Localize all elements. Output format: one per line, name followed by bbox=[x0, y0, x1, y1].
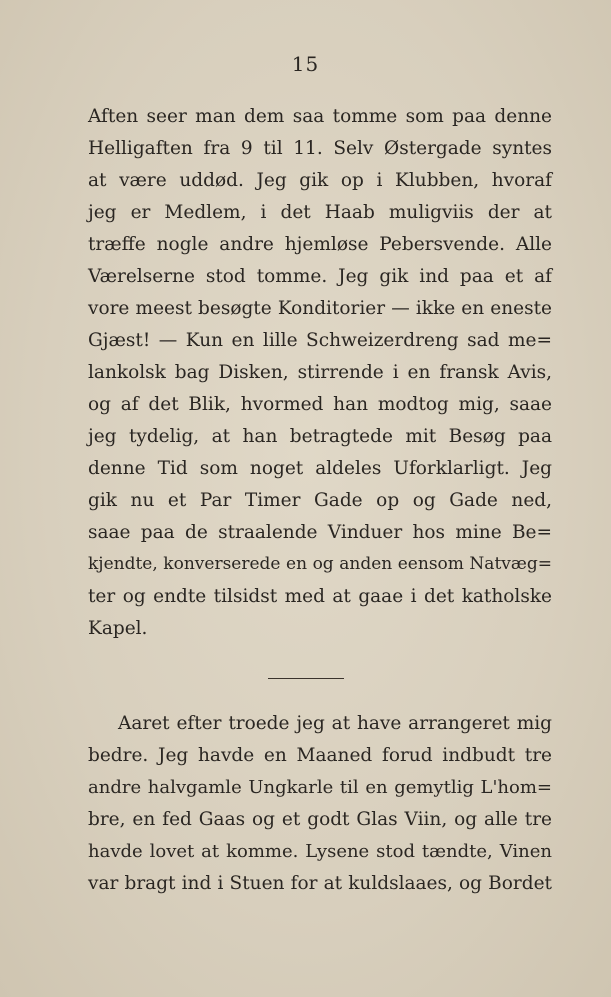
section-divider bbox=[268, 678, 344, 679]
text-line: denne Tid som noget aldeles Uforklarligt. Jeg bbox=[88, 458, 552, 479]
text-line: Helligaften fra 9 til 11. Selv Østergade syntes bbox=[88, 138, 552, 159]
text-line: og af det Blik, hvormed han modtog mig, saae bbox=[88, 394, 552, 415]
text-line: Aaret efter troede jeg at have arrangeret mig bbox=[118, 713, 552, 734]
text-line: Kapel. bbox=[88, 618, 148, 639]
page-number: 15 bbox=[291, 52, 320, 76]
text-line: havde lovet at komme. Lysene stod tændte, Vinen bbox=[88, 841, 552, 862]
text-line: saae paa de straalende Vinduer hos mine Be= bbox=[88, 522, 552, 543]
text-line: var bragt ind i Stuen for at kuldslaaes, og Bordet bbox=[88, 873, 552, 894]
text-line: Aften seer man dem saa tomme som paa denne bbox=[88, 106, 552, 127]
text-line: vore meest besøgte Konditorier — ikke en eneste bbox=[88, 298, 552, 319]
text-line: bedre. Jeg havde en Maaned forud indbudt tre bbox=[88, 745, 552, 766]
text-line: ter og endte tilsidst med at gaae i det katholske bbox=[88, 586, 552, 607]
text-line: Værelserne stod tomme. Jeg gik ind paa et af bbox=[88, 266, 552, 287]
text-line: træffe nogle andre hjemløse Pebersvende. Alle bbox=[88, 234, 552, 255]
text-line: jeg er Medlem, i det Haab muligviis der at bbox=[88, 202, 552, 223]
text-line: andre halvgamle Ungkarle til en gemytlig L'hom= bbox=[88, 777, 552, 798]
text-line: lankolsk bag Disken, stirrende i en fransk Avis, bbox=[88, 362, 552, 383]
text-line: kjendte, konverserede en og anden eensom Natvæg= bbox=[88, 554, 552, 574]
text-line: jeg tydelig, at han betragtede mit Besøg paa bbox=[88, 426, 552, 447]
text-line: Gjæst! — Kun en lille Schweizerdreng sad me= bbox=[88, 330, 552, 351]
text-line: bre, en fed Gaas og et godt Glas Viin, og alle tre bbox=[88, 809, 552, 830]
text-line: gik nu et Par Timer Gade op og Gade ned, bbox=[88, 490, 552, 511]
text-line: at være uddød. Jeg gik op i Klubben, hvoraf bbox=[88, 170, 552, 191]
